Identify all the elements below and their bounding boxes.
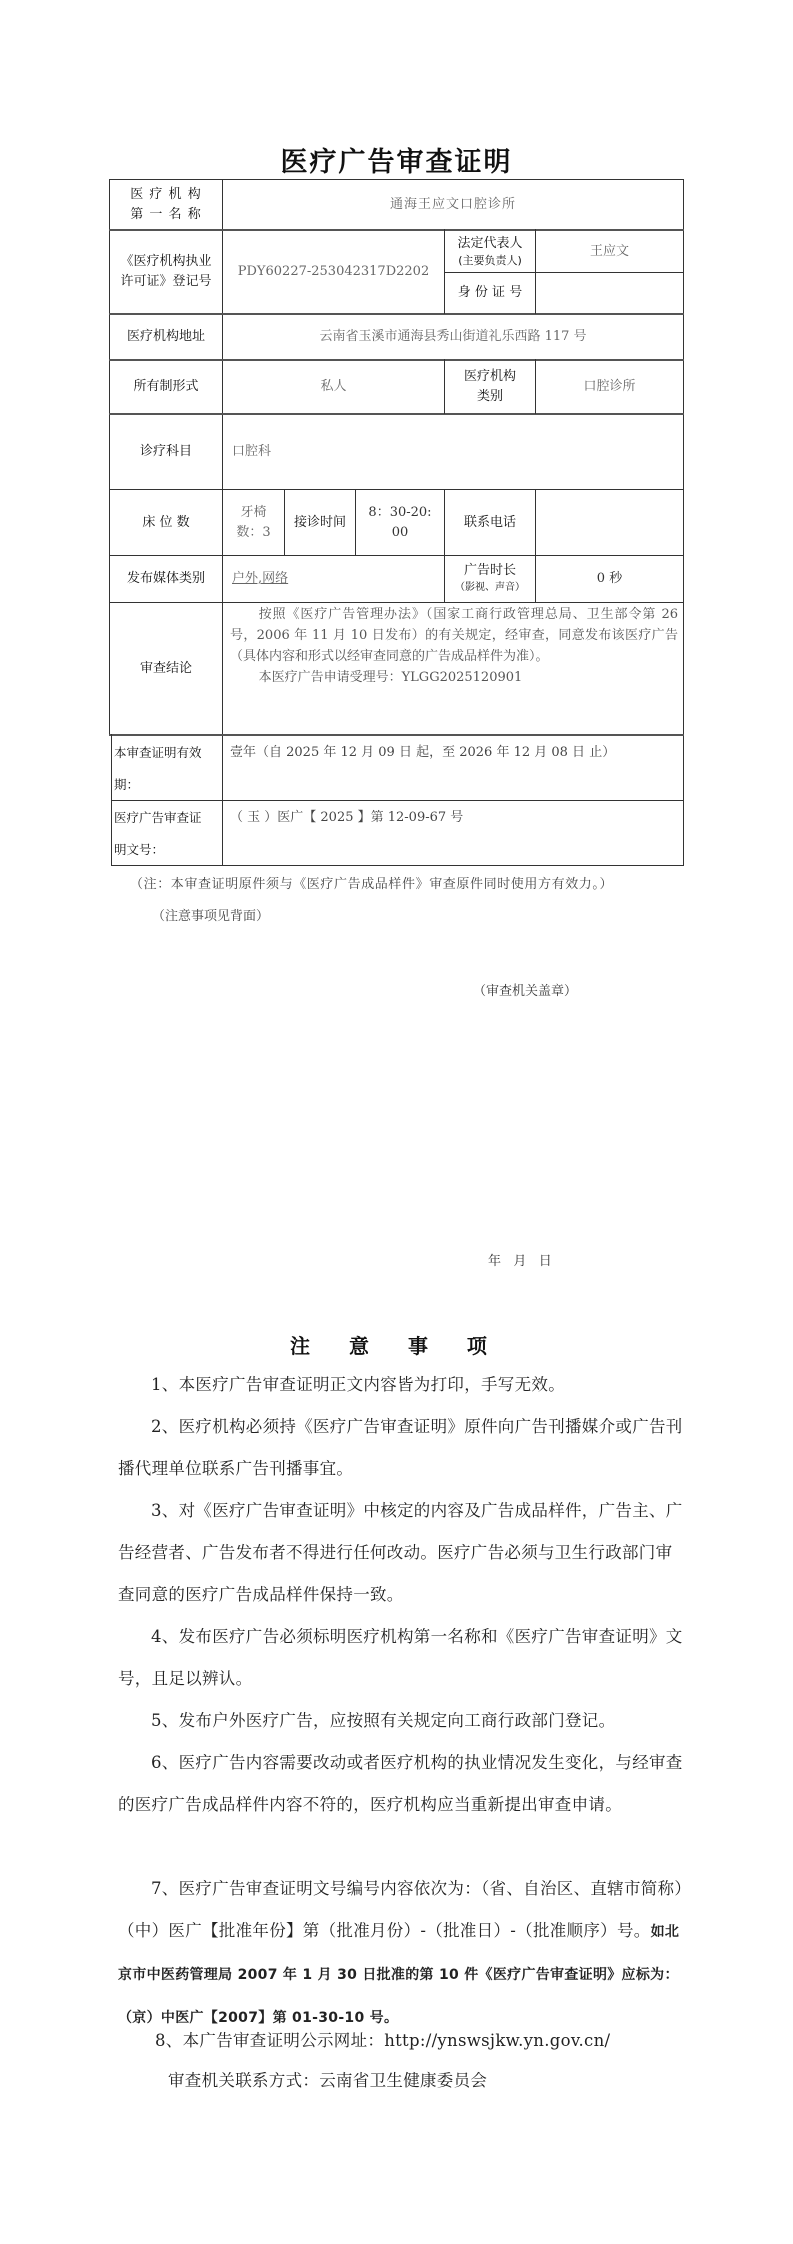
item-7-text: 7、医疗广告审查证明文号编号内容依次为：（省、自治区、直辖市简称）（中）医广【批准年份】第（批准月份）-（批准日）-（批准顺序）号。 <box>118 1879 683 1940</box>
label-line: 本审查证明有效 <box>114 745 202 760</box>
doc-number-label <box>114 802 222 866</box>
beds-label: 床 位 数 <box>142 514 190 530</box>
label-line: 医疗广告审查证 <box>114 810 202 825</box>
category-label <box>445 361 535 413</box>
beds-value <box>223 490 284 555</box>
label-line: (主要负责人) <box>458 253 522 267</box>
conclusion-accept-no: 本医疗广告申请受理号：YLGG2025120901 <box>258 670 523 685</box>
attention-item-5: 5、发布户外医疗广告，应按照有关规定向工商行政部门登记。 <box>151 1711 616 1730</box>
label-line: 期： <box>114 777 140 792</box>
label-line: 明文号： <box>114 842 165 857</box>
duration-label <box>445 556 535 602</box>
conclusion-label: 审查结论 <box>139 660 192 676</box>
departments-value: 口腔科 <box>232 444 272 459</box>
document-title: 医疗广告审查证明 <box>280 147 513 178</box>
hours-label: 接诊时间 <box>293 514 346 530</box>
attention-item-3: 3、对《医疗广告审查证明》中核定的内容及广告成品样件，广告主、广告经营者、广告发布者不得进行任何改动。医疗广告必须与卫生行政部门审查同意的医疗广告成品样件保持一致。 <box>118 1501 683 1604</box>
id-number-value <box>536 273 683 313</box>
id-number-label: 身 份 证 号 <box>457 285 523 300</box>
departments-label: 诊疗科目 <box>139 444 192 459</box>
label-line: 《医疗机构执业 <box>120 254 212 269</box>
attention-item-6: 6、医疗广告内容需要改动或者医疗机构的执业情况发生变化，与经审查的医疗广告成品样件内容不符的，医疗机构应当重新提出审查申请。 <box>118 1753 683 1814</box>
attention-item-1: 1、本医疗广告审查证明正文内容皆为打印，手写无效。 <box>151 1375 565 1394</box>
address-label: 医疗机构地址 <box>126 329 205 344</box>
contact-info: 审查机关联系方式：云南省卫生健康委员会 <box>168 2071 488 2090</box>
value-line: 牙椅 <box>240 504 267 520</box>
attention-item-7 <box>118 1868 683 2039</box>
attention-item-2: 2、医疗机构必须持《医疗广告审查证明》原件向广告刊播媒介或广告刊播代理单位联系广告刊播事宜。 <box>118 1417 683 1478</box>
phone-label: 联系电话 <box>463 514 516 530</box>
hours-value <box>356 490 444 555</box>
attention-item-4: 4、发布医疗广告必须标明医疗机构第一名称和《医疗广告审查证明》文号，且足以辨认。 <box>118 1627 683 1688</box>
address-value: 云南省玉溪市通海县秀山街道礼乐西路 117 号 <box>319 329 587 344</box>
note-see-back: （注意事项见背面） <box>152 909 270 924</box>
ownership-value: 私人 <box>320 379 347 394</box>
value-line: 8：30-20: <box>368 504 432 520</box>
item-7-example: 如北京市中医药管理局 2007 年 1 月 30 日批准的第 10 件《医疗广告审查证明》应标为：（京）中医广【2007】第 01-30-10 号。 <box>118 1924 680 2026</box>
license-label <box>110 231 222 313</box>
label-line: （影视、声音） <box>455 582 525 593</box>
media-value-text: 户外,网络 <box>232 571 289 586</box>
validity-label <box>114 737 222 801</box>
date-placeholder: 年 月 日 <box>488 1254 552 1269</box>
phone-value <box>536 490 683 555</box>
label-line: 法定代表人 <box>457 235 523 251</box>
ownership-label: 所有制形式 <box>133 379 199 394</box>
doc-number-value: （ 玉 ）医广【 2025 】第 12-09-67 号 <box>230 810 464 825</box>
media-value <box>232 556 442 602</box>
license-number: PDY60227-253042317D2202 <box>237 264 430 279</box>
conclusion-body <box>230 604 678 688</box>
seal-placeholder: （审查机关盖章） <box>473 984 578 999</box>
value-line: 数：3 <box>236 524 271 540</box>
legal-rep-label <box>445 231 535 272</box>
attention-heading: 注 意 事 项 <box>290 1334 503 1358</box>
institution-name-label <box>110 180 222 229</box>
note-original-validity: （注：本审查证明原件须与《医疗广告成品样件》审查原件同时使用方有效力。） <box>130 877 614 892</box>
validity-value: 壹年（自 2025 年 12 月 09 日 起，至 2026 年 12 月 08 日 止） <box>230 745 616 760</box>
legal-rep-value: 王应文 <box>589 243 629 259</box>
label-line: 医疗机构 <box>463 369 516 384</box>
label-line: 医 疗 机 构 <box>130 186 202 202</box>
value-line: 00 <box>391 524 409 540</box>
label-line: 广告时长 <box>463 563 516 578</box>
media-label: 发布媒体类别 <box>126 571 205 586</box>
label-line: 许可证》登记号 <box>120 274 212 289</box>
conclusion-text: 按照《医疗广告管理办法》（国家工商行政管理总局、卫生部令第 26 号，2006 年 11 月 10 日发布）的有关规定，经审查，同意发布该医疗广告（具体内容和形式以经审查同意的广告成品样件为准）。 <box>230 607 678 664</box>
attention-item-8: 8、本广告审查证明公示网址：http://ynswsjkw.yn.gov.cn/ <box>155 2031 611 2050</box>
duration-value: 0 秒 <box>596 571 623 586</box>
category-value: 口腔诊所 <box>583 379 636 394</box>
institution-name-value: 通海王应文口腔诊所 <box>389 196 516 212</box>
label-line: 类别 <box>476 389 503 404</box>
label-line: 第 一 名 称 <box>130 206 202 222</box>
